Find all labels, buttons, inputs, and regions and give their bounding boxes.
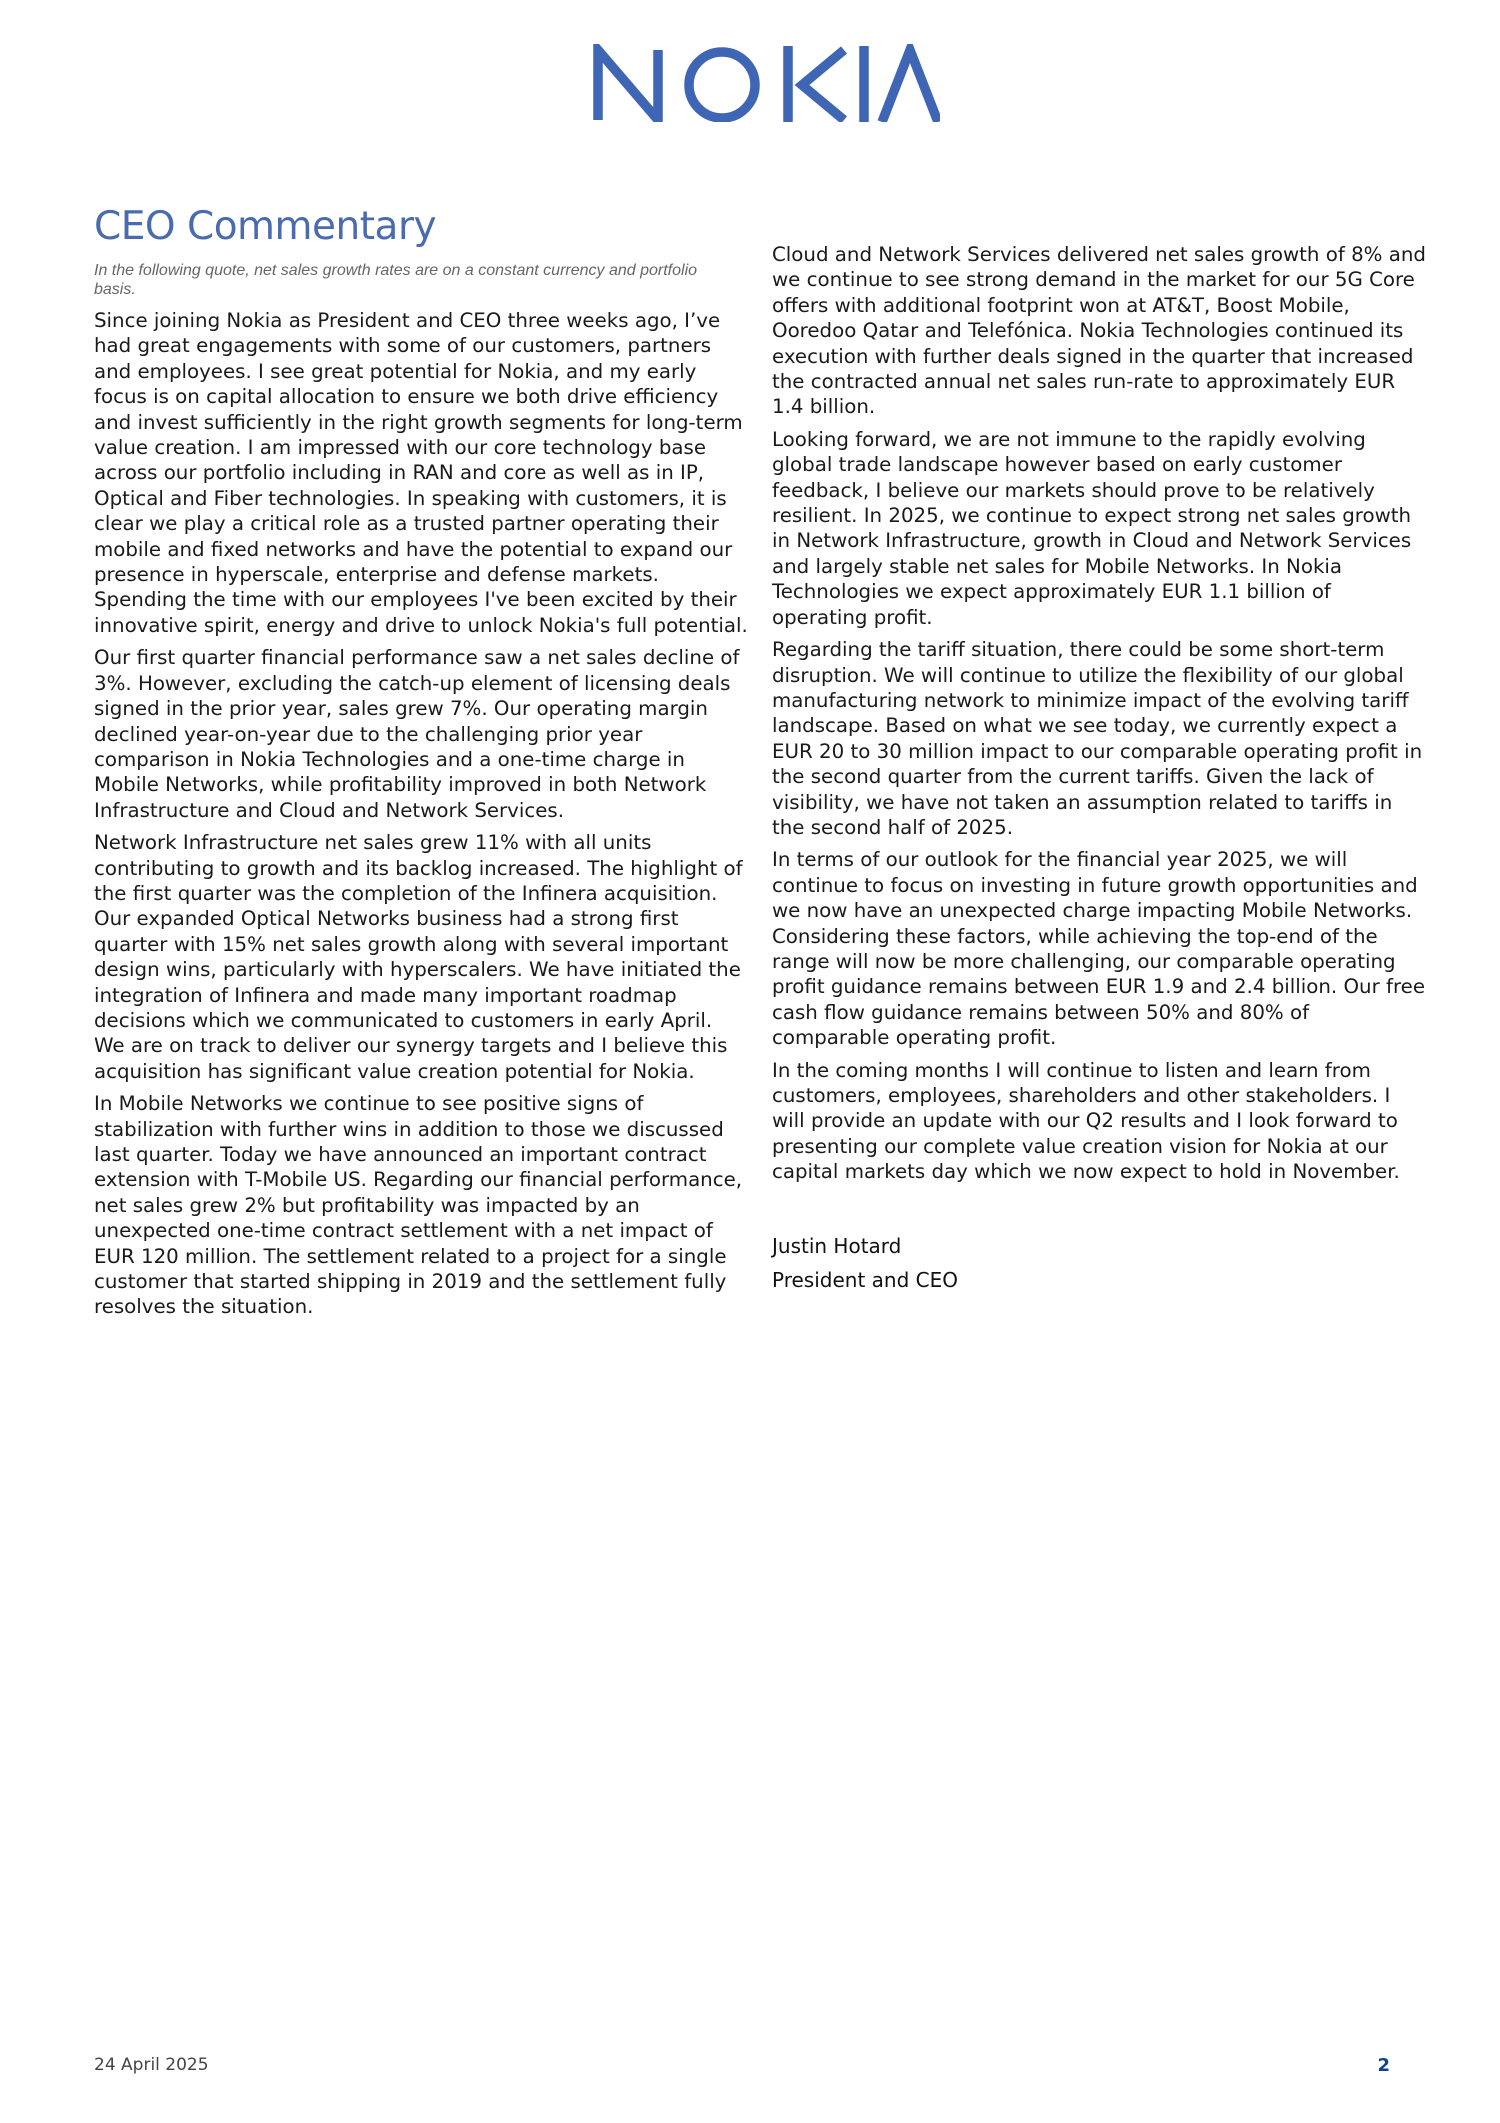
footer-date: 24 April 2025 [94,2055,209,2075]
paragraph: In the coming months I will continue to listen and learn from customers, employees, shareholders and other stakeholders. I will provide an update with our Q2 results and I look forward to presenting our complete value creation vision for Nokia at our capital markets day which we now expect to hold in November. [772,1058,1400,1184]
intro-note: In the following quote, net sales growth rates are on a constant currency and portfolio basis. [94,262,698,298]
signature-block [772,1229,1427,1297]
page-title: CEO Commentary [94,204,437,249]
paragraph: Since joining Nokia as President and CEO three weeks ago, I’ve had great engagements with some of our customers, partners and employees. I see great potential for Nokia, and my early focus is on capital allocation to ensure we both drive efficiency and invest sufficiently in the right growth segments for long-term value creation. I am impressed with our core technology base across our portfolio including in RAN and core as well as in IP, Optical and Fiber technologies. In speaking with customers, it is clear we play a critical role as a trusted partner operating their mobile and fixed networks and have the potential to expand our presence in hyperscale, enterprise and defense markets. Spending the time with our employees I've been excited by their innovative spirit, energy and drive to unlock Nokia's full potential. [94,309,748,637]
signatory-name: Justin Hotard [772,1233,902,1258]
paragraph: Cloud and Network Services delivered net sales growth of 8% and we continue to see strong demand in the market for our 5G Core offers with additional footprint won at AT&T, Boost Mobile, Ooredoo Qatar and Telefónica. Nokia Technologies continued its execution with further deals signed in the quarter that increased the contracted annual net sales run-rate to approximately EUR 1.4 billion. [772,243,1426,419]
paragraph: Our first quarter financial performance saw a net sales decline of 3%. However, excluding the catch-up element of licensing deals signed in the prior year, sales grew 7%. Our operating margin declined year-on-year due to the challenging prior year comparison in Nokia Technologies and a one-time charge in Mobile Networks, while profitability improved in both Network Infrastructure and Cloud and Network Services. [94,646,740,822]
left-column [94,308,749,1327]
page-number: 2 [1377,2055,1390,2076]
paragraph: Looking forward, we are not immune to the rapidly evolving global trade landscape however based on early customer feedback, I believe our markets should prove to be relatively resilient. In 2025, we continue to expect strong net sales growth in Network Infrastructure, growth in Cloud and Network Services and largely stable net sales for Mobile Networks. In Nokia Technologies we expect approximately EUR 1.1 billion of operating profit. [772,427,1412,629]
paragraph: Network Infrastructure net sales grew 11% with all units contributing to growth and its backlog increased. The highlight of the first quarter was the completion of the Infinera acquisition. Our expanded Optical Networks business had a strong first quarter with 15% net sales growth along with several important design wins, particularly with hyperscalers. We have initiated the integration of Infinera and made many important roadmap decisions which we communicated to customers in early April. We are on track to deliver our synergy targets and I believe this acquisition has significant value creation potential for Nokia. [94,831,743,1083]
paragraph: Regarding the tariff situation, there could be some short-term disruption. We will continue to utilize the flexibility of our global manufacturing network to minimize impact of the evolving tariff landscape. Based on what we see today, we currently expect a EUR 20 to 30 million impact to our comparable operating profit in the second quarter from the current tariffs. Given the lack of visibility, we have not taken an assumption related to tariffs in the second half of 2025. [772,638,1423,839]
paragraph: In Mobile Networks we continue to see positive signs of stabilization with further wins in addition to those we discussed last quarter. Today we have announced an important contract extension with T-Mobile US. Regarding our financial performance, net sales grew 2% but profitability was impacted by an unexpected one-time contract settlement with a net impact of EUR 120 million. The settlement related to a project for a single customer that started shipping in 2019 and the settlement fully resolves the situation. [94,1092,743,1319]
right-column [772,242,1427,1297]
paragraph: In terms of our outlook for the financial year 2025, we will continue to focus on investing in future growth opportunities and we now have an unexpected charge impacting Mobile Networks. Considering these factors, while achieving the top-end of the range will now be more challenging, our comparable operating profit guidance remains between EUR 1.9 and 2.4 billion. Our free cash flow guidance remains between 50% and 80% of comparable operating profit. [772,848,1426,1050]
signatory-role: President and CEO [772,1267,958,1292]
nokia-logo [592,44,940,122]
